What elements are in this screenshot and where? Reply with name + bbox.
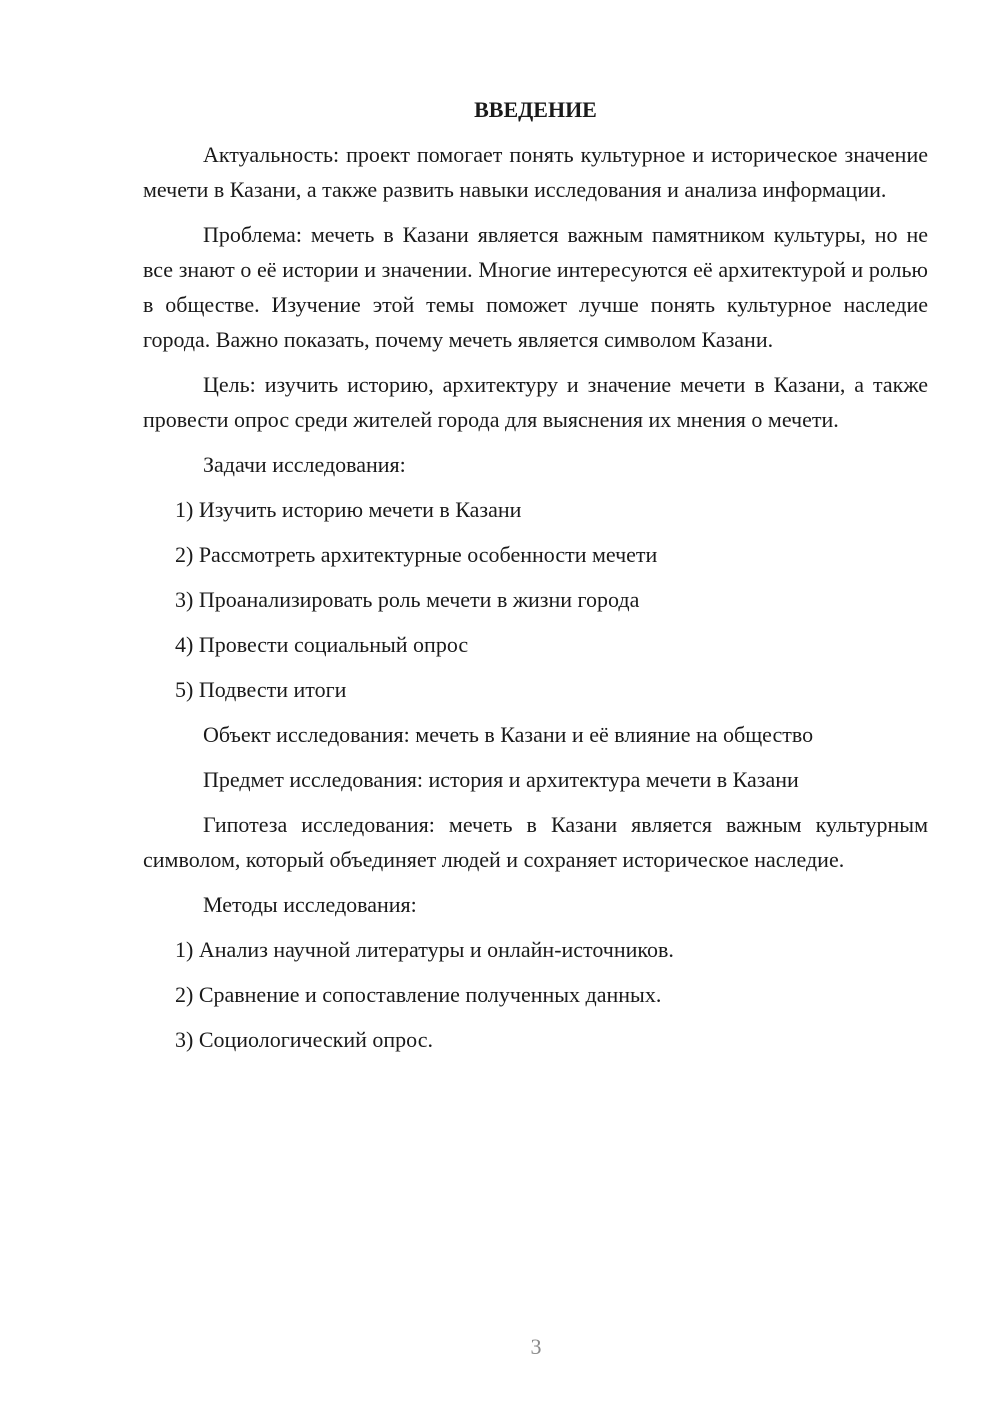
task-item-1: 1) Изучить историю мечети в Казани xyxy=(175,497,522,522)
goal-paragraph: Цель: изучить историю, архитектуру и значение мечети в Казани, а также провести опрос среди жителей города для выяснения их мнения о мечети. xyxy=(143,372,928,432)
hypothesis-paragraph: Гипотеза исследования: мечеть в Казани является важным культурным символом, который объединяет людей и сохраняет историческое наследие. xyxy=(143,812,928,872)
page-number: 3 xyxy=(530,1334,542,1359)
research-subject: Предмет исследования: история и архитектура мечети в Казани xyxy=(203,767,799,792)
research-object: Объект исследования: мечеть в Казани и её влияние на общество xyxy=(203,722,814,747)
method-item-3: 3) Социологический опрос. xyxy=(175,1027,433,1052)
task-item-3: 3) Проанализировать роль мечети в жизни города xyxy=(175,587,640,612)
method-item-2: 2) Сравнение и сопоставление полученных данных. xyxy=(175,982,662,1007)
methods-heading: Методы исследования: xyxy=(203,892,417,917)
page-title: ВВЕДЕНИЕ xyxy=(474,97,597,122)
method-item-1: 1) Анализ научной литературы и онлайн-источников. xyxy=(175,937,674,962)
page-content xyxy=(143,92,928,1067)
task-item-2: 2) Рассмотреть архитектурные особенности мечети xyxy=(175,542,658,567)
task-item-5: 5) Подвести итоги xyxy=(175,677,347,702)
task-item-4: 4) Провести социальный опрос xyxy=(175,632,469,657)
problem-paragraph: Проблема: мечеть в Казани является важным памятником культуры, но не все знают о её истории и значении. Многие интересуются её архитектурой и ролью в обществе. Изучение этой темы поможет лучше понять культурное наследие города. Важно показать, почему мечеть является символом Казани. xyxy=(143,222,928,352)
relevance-paragraph: Актуальность: проект помогает понять культурное и историческое значение мечети в Казани, а также развить навыки исследования и анализа информации. xyxy=(143,142,928,202)
tasks-heading: Задачи исследования: xyxy=(203,452,406,477)
